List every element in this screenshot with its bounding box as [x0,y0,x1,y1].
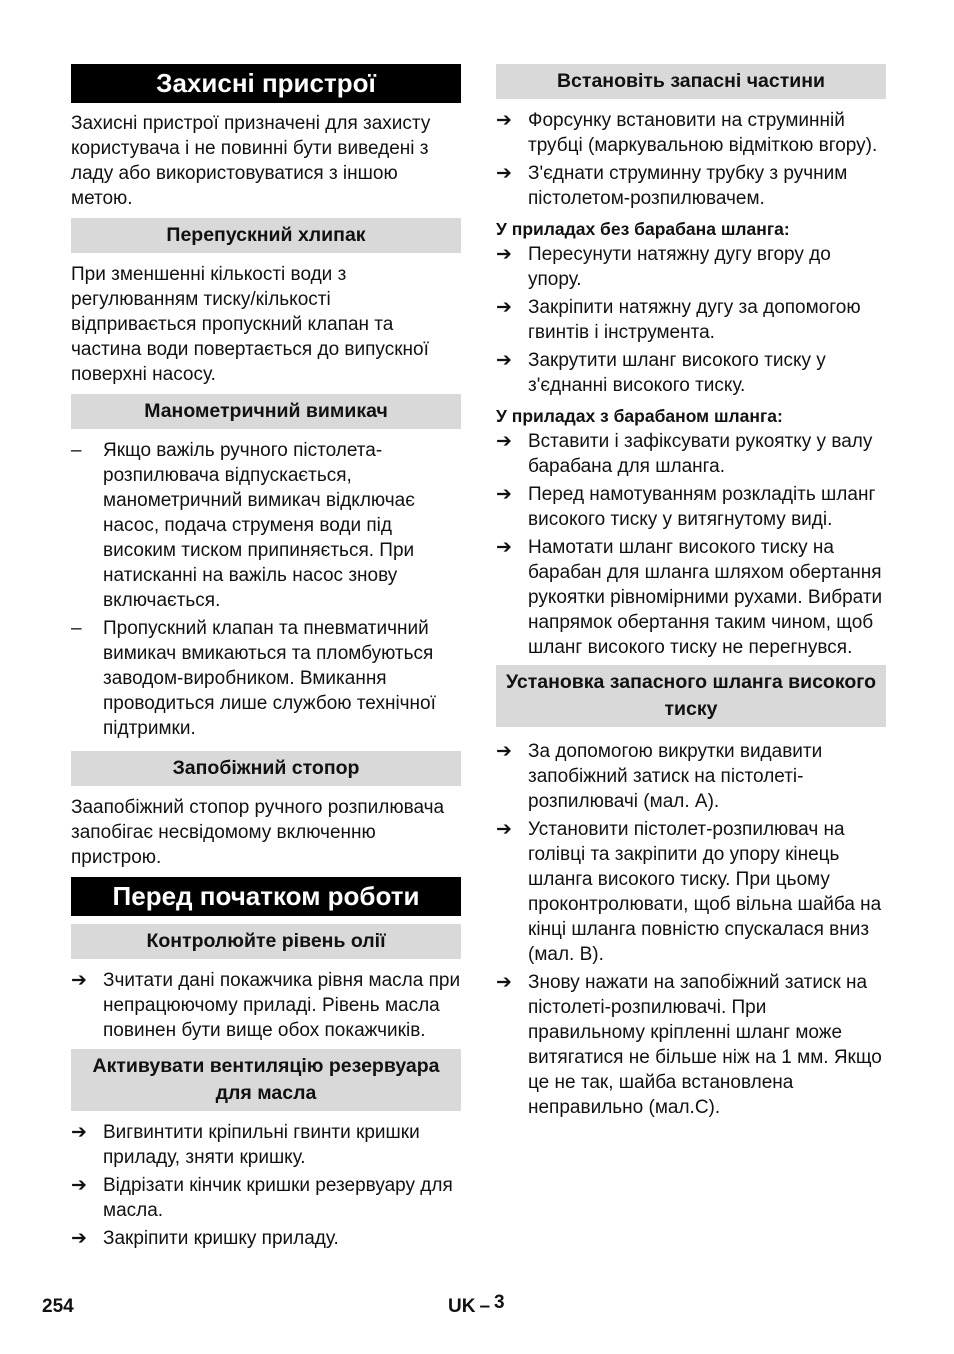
arrow-right-icon: ➔ [496,350,512,371]
list-item: ➔ Знову нажати на запобіжний затиск на пістолеті-розпилювачі. При правильному кріпленні шланг може витягатися не більше ніж на 1 мм. Якщо це не так, шайба встановлена неправильно (мал.С). [496,972,882,1118]
subheading-bypass-valve: Перепускний хлипак [71,218,461,253]
list-item: ➔ Пересунути натяжну дугу вгору до упору. [496,244,831,290]
arrow-right-icon: ➔ [496,163,512,184]
subtitle-no-hose-drum: У приладах без барабана шланга: [496,219,790,239]
subheading-install-spare-parts: Встановіть запасні частини [496,64,886,99]
section-heading-safety-devices: Захисні пристрої [71,64,461,103]
list-item: ➔ З'єднати струминну трубку з ручним пістолетом-розпилювачем. [496,163,848,209]
right-column [496,64,886,1125]
subheading-spare-hose: Установка запасного шланга високого тиску [496,665,886,727]
with-drum-list [496,429,886,660]
pressure-switch-list [71,438,461,741]
subheading-pressure-switch: Манометричний вимикач [71,394,461,429]
safety-catch-text: Заапобіжний стопор ручного розпилювача запобігає несвідомому включенню пристрою. [71,797,445,868]
arrow-right-icon: ➔ [496,972,512,993]
list-item: ➔ Форсунку встановити на струминній трубці (маркувальною відміткою вгору). [496,110,878,156]
arrow-right-icon: ➔ [496,297,512,318]
list-item: ➔ За допомогою викрутки видавити запобіжний затиск на пістолеті-розпилювачі (мал. А). [496,741,823,812]
arrow-right-icon: ➔ [71,1175,87,1196]
arrow-right-icon: ➔ [496,741,512,762]
arrow-right-icon: ➔ [71,1228,87,1249]
section-number: 3 [494,1292,505,1313]
footer-separator: – [479,1296,491,1317]
safety-intro-text: Захисні пристрої призначені для захисту користувача і не повинні бути виведені з ладу або використовуватися з іншою метою. [71,113,431,209]
list-item: ➔ Закріпити кришку приладу. [71,1228,339,1249]
ventilate-list [71,1120,461,1251]
left-column [71,64,461,1256]
arrow-right-icon: ➔ [496,244,512,265]
spare-parts-list [496,108,886,211]
list-item: – Пропускний клапан та пневматичний вимикач вмикаються та пломбуються заводом-виробником. Вмикання проводиться лише службою технічної підтримки. [71,618,436,739]
subheading-ventilate-oil-tank: Активувати вентиляцію резервуара для масла [71,1049,461,1111]
list-item: ➔ Зчитати дані покажчика рівня масла при непрацюючому приладі. Рівень масла повинен бути вище обох покажчиків. [71,970,461,1041]
list-item: ➔ Намотати шланг високого тиску на барабан для шланга шляхом обертання рукоятки рівномірними рухами. Вибрати напрямок обертання таким чином, щоб шланг високого тиску не перегнувся. [496,537,883,658]
page-number: 254 [42,1296,74,1317]
arrow-right-icon: ➔ [496,110,512,131]
page-footer-label [448,1292,505,1318]
list-item: ➔ Перед намотуванням розкладіть шланг високого тиску у витягнутому виді. [496,484,876,530]
arrow-right-icon: ➔ [496,484,512,505]
arrow-right-icon: ➔ [71,970,87,991]
section-heading-before-start: Перед початком роботи [71,877,461,916]
list-item: ➔ Закріпити натяжну дугу за допомогою гвинтів і інструмента. [496,297,861,343]
language-code: UK [448,1296,476,1317]
arrow-right-icon: ➔ [71,1122,87,1143]
oil-level-list [71,968,461,1043]
list-item: ➔ Закрутити шланг високого тиску у з'єднанні високого тиску. [496,350,826,396]
no-drum-list [496,242,886,398]
arrow-right-icon: ➔ [496,537,512,558]
subtitle-with-hose-drum: У приладах з барабаном шланга: [496,406,783,426]
arrow-right-icon: ➔ [496,431,512,452]
list-item: ➔ Вигвинтити кріпильні гвинти кришки приладу, зняти кришку. [71,1122,420,1168]
list-item: ➔ Відрізати кінчик кришки резервуару для масла. [71,1175,453,1221]
list-item: – Якщо важіль ручного пістолета-розпилювача відпускається, манометричний вимикач відключає насос, подача струменя води під високим тиском припиняється. При натисканні на важіль насос знову включається. [71,440,415,611]
list-item: ➔ Установити пістолет-розпилювач на голівці та закріпити до упору кінець шланга високого тиску. При цьому проконтролювати, щоб вільна шайба на кінці шланга повністю спускалася вниз (мал. В). [496,819,882,965]
subheading-safety-catch: Запобіжний стопор [71,751,461,786]
arrow-right-icon: ➔ [496,819,512,840]
dash-bullet: – [71,618,82,639]
dash-bullet: – [71,440,82,461]
list-item: ➔ Вставити і зафіксувати рукоятку у валу барабана для шланга. [496,431,873,477]
spare-hose-list [496,739,886,1120]
bypass-valve-text: При зменшенні кількості води з регулюванням тиску/кількості відпривається пропускний клапан та частина води повертається до випускної поверхні насосу. [71,264,429,385]
subheading-oil-level: Контролюйте рівень олії [71,924,461,959]
